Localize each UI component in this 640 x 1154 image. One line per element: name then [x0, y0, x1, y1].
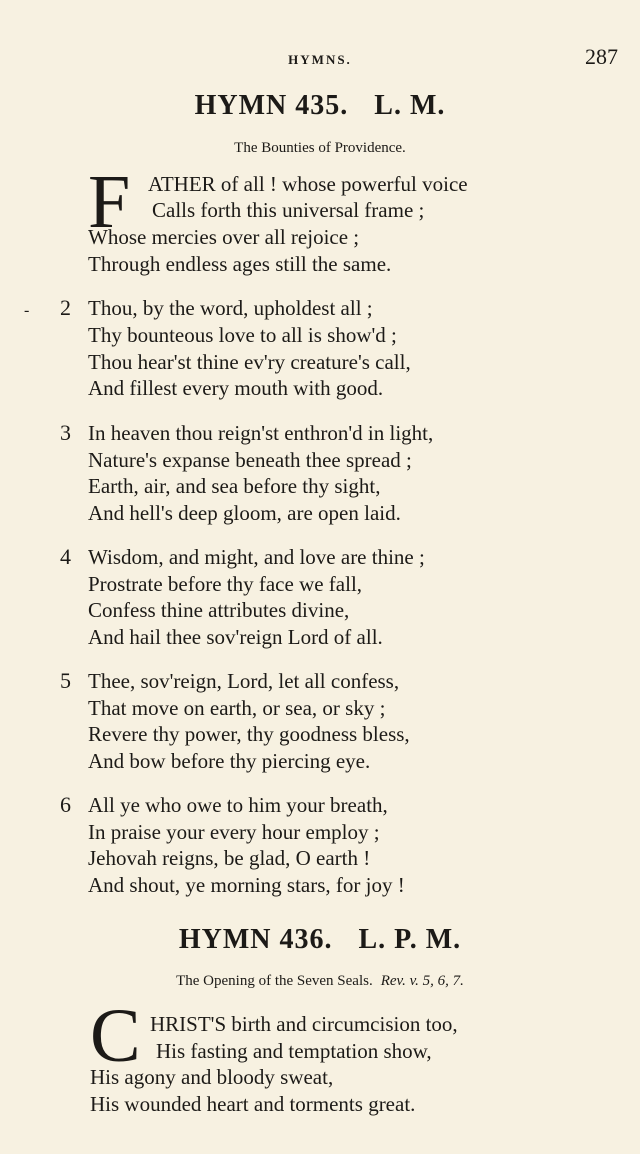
verse-line: Confess thine attributes divine, — [88, 598, 350, 622]
margin-mark: - — [24, 302, 30, 319]
hymn-meter: L. M. — [374, 90, 446, 121]
verse-line: His fasting and temptation show, — [156, 1039, 432, 1063]
verse-line: His wounded heart and torments great. — [90, 1092, 416, 1116]
verse-line: And shout, ye morning stars, for joy ! — [88, 873, 405, 897]
running-head: HYMNS. — [288, 52, 352, 67]
verse-line: HRIST'S birth and circumcision too, — [150, 1012, 458, 1036]
page-number: 287 — [585, 44, 618, 69]
verse-line: Prostrate before thy face we fall, — [88, 572, 363, 596]
verse-line: ATHER of all ! whose powerful voice — [148, 172, 468, 196]
verse-line: Thou hear'st thine ev'ry creature's call, — [88, 350, 411, 374]
verse-line: Through endless ages still the same. — [88, 252, 392, 276]
verse-line: Calls forth this universal frame ; — [152, 198, 425, 222]
hymn-435-subtitle: The Bounties of Providence. — [234, 140, 406, 156]
verse-line: Earth, air, and sea before thy sight, — [88, 474, 381, 498]
hymn-436-title — [0, 924, 640, 956]
verse-line: That move on earth, or sea, or sky ; — [88, 696, 386, 720]
verse-line: All ye who owe to him your breath, — [88, 793, 388, 817]
scripture-reference: Rev. v. 5, 6, 7. — [380, 973, 464, 989]
verse-line: Wisdom, and might, and love are thine ; — [88, 545, 425, 569]
stanza-number: 3 — [60, 420, 71, 445]
verse-line: And fillest every mouth with good. — [88, 376, 384, 400]
verse-line: In heaven thou reign'st enthron'd in light, — [88, 421, 434, 445]
hymn-435-title — [0, 90, 640, 122]
verse-line: Thee, sov'reign, Lord, let all confess, — [88, 669, 400, 693]
stanza-number: 2 — [60, 295, 71, 320]
subtitle-text: The Opening of the Seven Seals. — [176, 973, 373, 989]
stanza-number: 4 — [60, 544, 71, 569]
drop-cap-f: F — [88, 160, 131, 244]
drop-cap-c: C — [90, 994, 141, 1078]
verse-line: Revere thy power, thy goodness bless, — [88, 722, 410, 746]
verse-line: And hail thee sov'reign Lord of all. — [88, 625, 383, 649]
verse-line: And hell's deep gloom, are open laid. — [88, 501, 401, 525]
verse-line: Jehovah reigns, be glad, O earth ! — [88, 846, 371, 870]
verse-line: His agony and bloody sweat, — [90, 1065, 334, 1089]
verse-line: And bow before thy piercing eye. — [88, 749, 371, 773]
verse-line: Whose mercies over all rejoice ; — [88, 225, 360, 249]
hymn-number: HYMN 435. — [194, 90, 349, 121]
verse-line: Thou, by the word, upholdest all ; — [88, 296, 373, 320]
verse-line: Thy bounteous love to all is show'd ; — [88, 323, 397, 347]
stanza-number: 6 — [60, 792, 71, 817]
hymn-436-subtitle — [0, 973, 640, 990]
hymn-meter: L. P. M. — [358, 924, 462, 955]
verse-line: Nature's expanse beneath thee spread ; — [88, 448, 412, 472]
stanza-number: 5 — [60, 668, 71, 693]
verse-line: In praise your every hour employ ; — [88, 820, 380, 844]
hymn-number: HYMN 436. — [178, 924, 333, 955]
